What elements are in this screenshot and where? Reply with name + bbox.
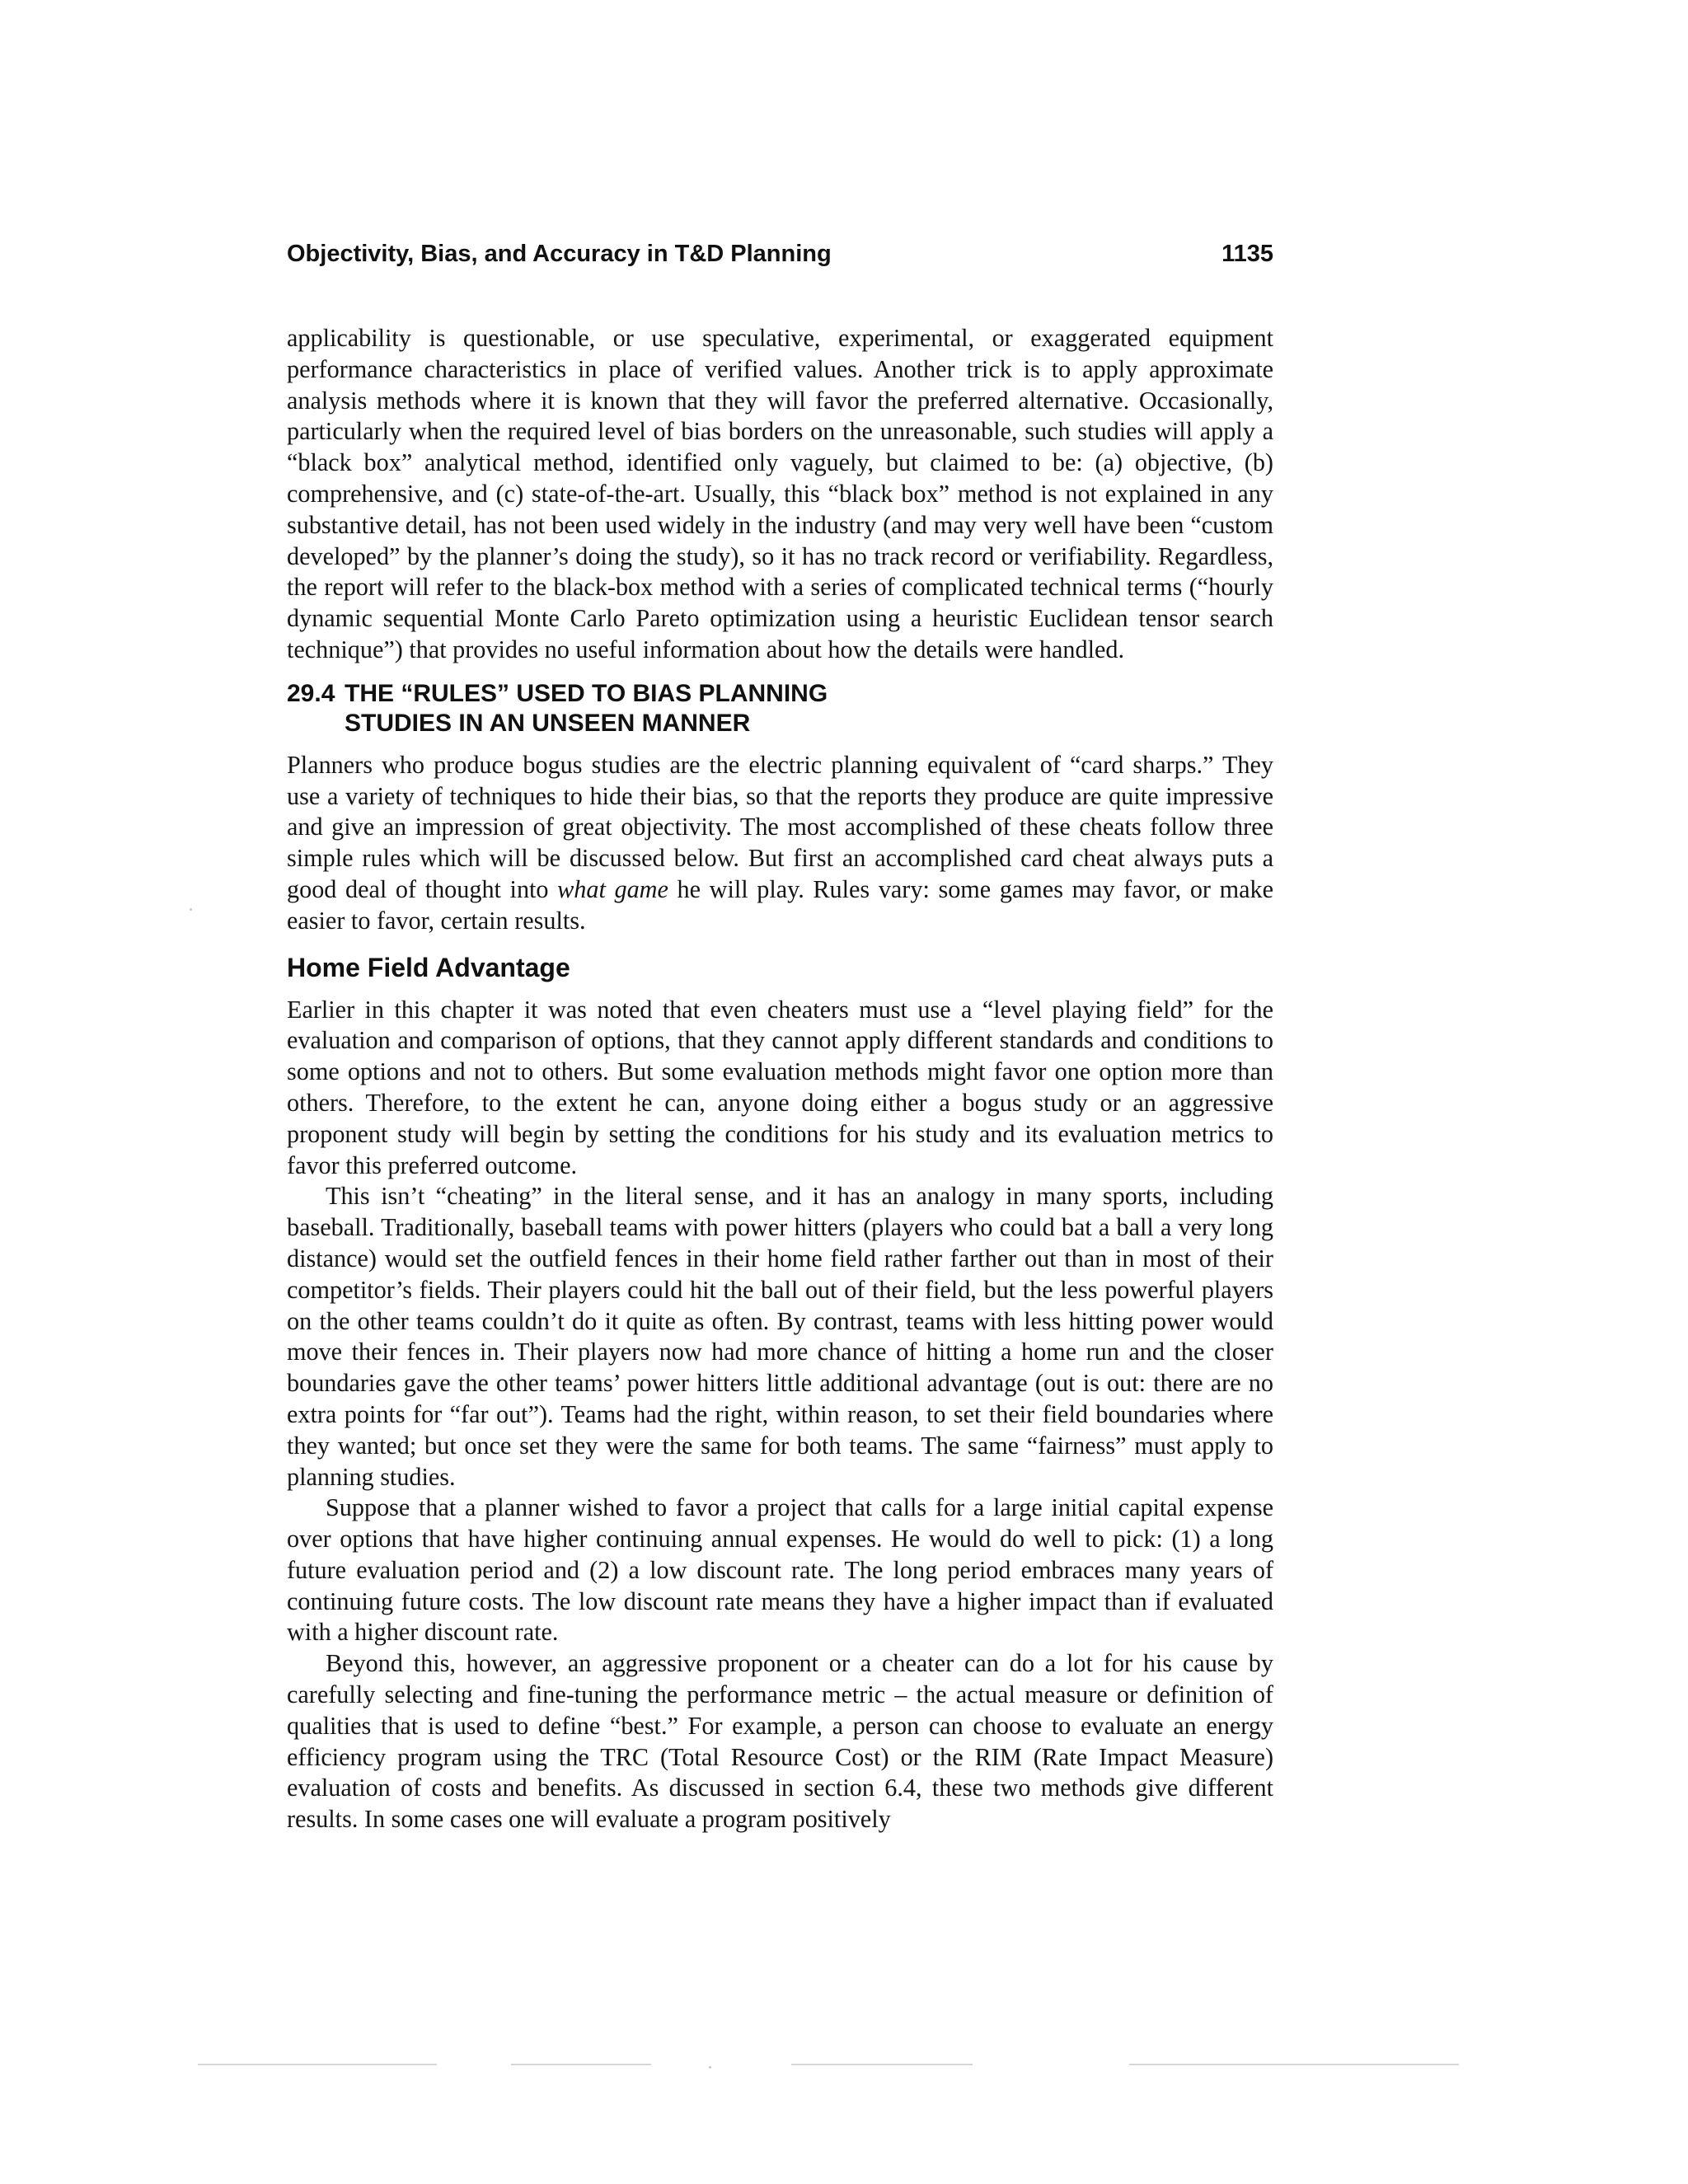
scan-speck	[190, 908, 192, 911]
scan-speck	[709, 2066, 711, 2069]
paragraph-baseball-analogy: This isn’t “cheating” in the literal sense, and it has an analogy in many sports, including baseball. Traditionally, baseball teams with power hitters (players who could bat a ball a very long distance) would set the outfield fences in their home field rather farther out than in most of their competitor’s fields. Their players could hit the ball out of their field, but the less powerful players on the other teams couldn’t do it quite as often. By contrast, teams with less hitting power would move their fences in. Their players now had more chance of hitting a home run and the closer boundaries gave the other teams’ power hitters little additional advantage (out is out: there are no extra points for “far out”). Teams had the right, within reason, to set their field boundaries where they wanted; but once set they were the same for both teams. The same “fairness” must apply to planning studies.	[287, 1182, 1273, 1491]
body-text	[287, 323, 1273, 1835]
paragraph-card-sharps	[287, 750, 1273, 937]
emphasis-what-game: what game	[557, 874, 668, 903]
scan-artifact-line	[791, 2064, 973, 2065]
paragraph-card-sharps-text-1: Planners who produce bogus studies are the electric planning equivalent of “card sharps.” They use a variety of techniques to hide their bias, so that the reports they produce are quite impressive and give an impression of great objectivity. The most accomplished of these cheats follow three simple rules which will be discussed below. But first an accomplished card cheat always puts a good deal of thought into	[287, 750, 1273, 903]
section-heading	[287, 679, 1273, 738]
section-title-line-2: STUDIES IN AN UNSEEN MANNER	[345, 709, 751, 737]
paragraph-performance-metric: Beyond this, however, an aggressive proponent or a cheater can do a lot for his cause by carefully selecting and fine-tuning the performance metric – the actual measure or definition of qualities that is used to define “best.” For example, a person can choose to evaluate an energy efficiency program using the TRC (Total Resource Cost) or the RIM (Rate Impact Measure) evaluation of costs and benefits. As discussed in section 6.4, these two methods give different results. In some cases one will evaluate a program positively	[287, 1649, 1273, 1834]
paragraph-black-box: applicability is questionable, or use speculative, experimental, or exaggerated equipment performance characteristics in place of verified values. Another trick is to apply approximate analysis methods where it is known that they will favor the preferred alternative. Occasionally, particularly when the required level of bias borders on the unreasonable, such studies will apply a “black box” analytical method, identified only vaguely, but claimed to be: (a) objective, (b) comprehensive, and (c) state-of-the-art. Usually, this “black box” method is not explained in any substantive detail, has not been used widely in the industry (and may very well have been “custom developed” by the planner’s doing the study), so it has no track record or verifiability. Regardless, the report will refer to the black-box method with a series of complicated technical terms (“hourly dynamic sequential Monte Carlo Pareto optimization using a heuristic Euclidean tensor search technique”) that provides no useful information about how the details were handled.	[287, 324, 1273, 663]
paragraph-card-sharps-text-2: he will play. Rules vary: some games may favor, or make easier to favor, certain results.	[287, 874, 1273, 935]
scan-artifact-line	[198, 2064, 437, 2065]
page-number: 1135	[1221, 241, 1273, 267]
section-title-line-1: THE “RULES” USED TO BIAS PLANNING	[345, 679, 828, 707]
running-head-title: Objectivity, Bias, and Accuracy in T&D Planning	[287, 241, 832, 267]
subheading-home-field-advantage: Home Field Advantage	[287, 952, 570, 982]
scan-artifact-line	[511, 2064, 651, 2065]
running-head	[287, 241, 1273, 274]
scan-artifact-line	[1129, 2064, 1459, 2065]
paragraph-discount-rate: Suppose that a planner wished to favor a project that calls for a large initial capital expense over options that have higher continuing annual expenses. He would do well to pick: (1) a long future evaluation period and (2) a low discount rate. The long period embraces many years of continuing future costs. The low discount rate means they have a higher impact than if evaluated with a higher discount rate.	[287, 1493, 1273, 1647]
paragraph-level-playing-field: Earlier in this chapter it was noted that even cheaters must use a “level playing field” for the evaluation and comparison of options, that they cannot apply different standards and conditions to some options and not to others. But some evaluation methods might favor one option more than others. Therefore, to the extent he can, anyone doing either a bogus study or an aggressive proponent study will begin by setting the conditions for his study and its evaluation metrics to favor this preferred outcome.	[287, 995, 1273, 1179]
section-number: 29.4	[287, 679, 335, 707]
